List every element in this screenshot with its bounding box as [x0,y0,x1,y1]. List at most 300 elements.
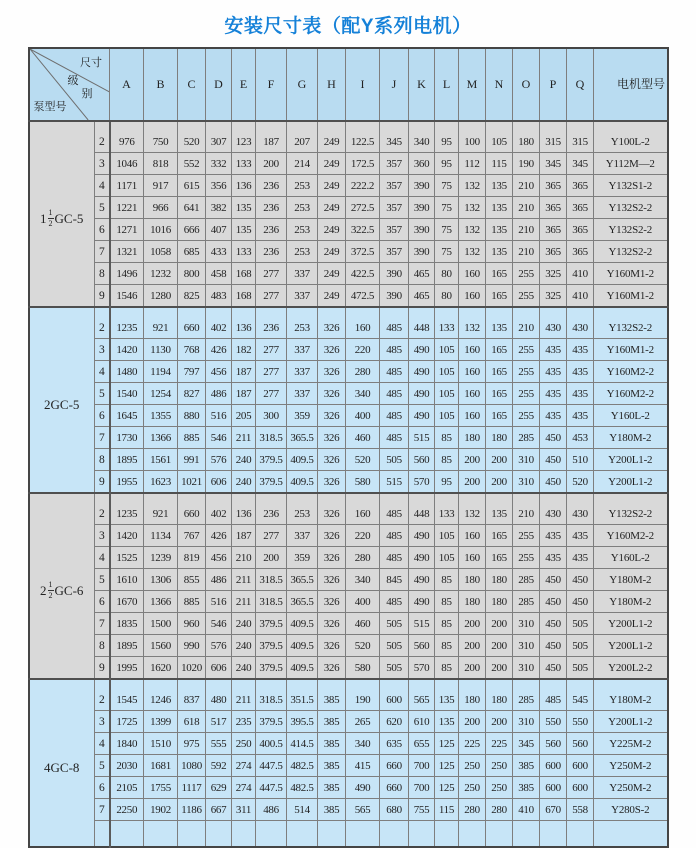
value-cell: 249 [318,175,346,197]
value-cell: 200 [486,657,513,680]
stage-cell: 6 [95,219,110,241]
value-cell: 666 [178,219,206,241]
header-row [29,48,668,121]
value-cell: 160 [346,493,380,525]
value-cell: 160 [459,339,486,361]
value-cell: 450 [540,657,567,680]
value-cell: 322.5 [346,219,380,241]
value-cell: 365 [540,219,567,241]
value-cell: 472.5 [346,285,380,308]
value-cell: 105 [435,383,459,405]
value-cell: 1254 [144,383,178,405]
empty-cell [409,821,435,848]
value-cell: 236 [256,219,287,241]
value-cell: 485 [380,591,409,613]
value-cell: 357 [380,219,409,241]
value-cell: 426 [206,525,232,547]
value-cell: 75 [435,175,459,197]
corner-header [29,48,110,121]
value-cell: 620 [380,711,409,733]
fraction-numerator: 1 [48,580,53,589]
value-cell: 165 [486,285,513,308]
value-cell: 385 [318,799,346,821]
value-cell: 921 [144,307,178,339]
value-cell: 220 [346,339,380,361]
value-cell: 1895 [110,449,144,471]
empty-cell [144,821,178,848]
value-cell: 485 [380,427,409,449]
motor-model-cell: Y200L1-2 [594,471,668,494]
stage-cell: 9 [95,657,110,680]
value-cell: 1366 [144,427,178,449]
value-cell: 1500 [144,613,178,635]
value-cell: 433 [206,241,232,263]
value-cell: 255 [513,361,540,383]
value-cell: 450 [540,449,567,471]
value-cell: 135 [486,493,513,525]
value-cell: 160 [459,547,486,569]
value-cell: 422.5 [346,263,380,285]
value-cell: 490 [409,339,435,361]
motor-model-header-text: 电机型号 [617,77,666,92]
column-header-G: G [287,48,318,121]
value-cell: 326 [318,635,346,657]
value-cell: 357 [380,175,409,197]
pump-model-cell [29,679,95,847]
empty-cell [513,821,540,848]
value-cell: 660 [178,493,206,525]
value-cell: 426 [206,339,232,361]
table-header [29,48,668,121]
motor-model-cell: Y160L-2 [594,405,668,427]
stage-cell: 5 [95,383,110,405]
pump-model-text: 4GC-8 [44,759,80,775]
value-cell: 365 [540,197,567,219]
value-cell: 485 [380,547,409,569]
value-cell: 1306 [144,569,178,591]
value-cell: 505 [567,657,594,680]
value-cell: 1221 [110,197,144,219]
value-cell: 385 [318,679,346,711]
value-cell: 520 [178,121,206,153]
spacer-row [29,821,668,848]
value-cell: 75 [435,219,459,241]
value-cell: 255 [513,405,540,427]
stage-cell: 8 [95,449,110,471]
value-cell: 845 [380,569,409,591]
value-cell: 123 [232,121,256,153]
empty-cell [567,821,594,848]
motor-model-cell: Y100L-2 [594,121,668,153]
value-cell: 990 [178,635,206,657]
value-cell: 122.5 [346,121,380,153]
value-cell: 485 [380,383,409,405]
value-cell: 407 [206,219,232,241]
motor-model-cell: Y132S2-2 [594,493,668,525]
value-cell: 280 [346,361,380,383]
value-cell: 409.5 [287,471,318,494]
value-cell: 255 [513,285,540,308]
value-cell: 210 [513,197,540,219]
value-cell: 253 [287,219,318,241]
value-cell: 460 [346,427,380,449]
value-cell: 514 [287,799,318,821]
value-cell: 210 [513,241,540,263]
value-cell: 85 [435,635,459,657]
value-cell: 565 [409,679,435,711]
pump-model-cell [29,493,95,679]
value-cell: 250 [486,755,513,777]
value-cell: 635 [380,733,409,755]
value-cell: 160 [459,361,486,383]
value-cell: 1271 [110,219,144,241]
value-cell: 1540 [110,383,144,405]
value-cell: 80 [435,285,459,308]
fraction-denominator: 2 [48,591,53,600]
dimension-table [28,47,669,848]
empty-cell [486,821,513,848]
value-cell: 225 [486,733,513,755]
value-cell: 135 [486,219,513,241]
value-cell: 200 [486,711,513,733]
motor-model-cell: Y200L1-2 [594,711,668,733]
value-cell: 326 [318,405,346,427]
value-cell: 351.5 [287,679,318,711]
table-row [29,799,668,821]
value-cell: 105 [435,361,459,383]
value-cell: 318.5 [256,427,287,449]
column-header-O: O [513,48,540,121]
value-cell: 797 [178,361,206,383]
value-cell: 818 [144,153,178,175]
value-cell: 486 [206,383,232,405]
value-cell: 250 [232,733,256,755]
value-cell: 207 [287,121,318,153]
value-cell: 80 [435,263,459,285]
value-cell: 112 [459,153,486,175]
stage-cell: 4 [95,361,110,383]
value-cell: 325 [540,263,567,285]
value-cell: 165 [486,339,513,361]
value-cell: 372.5 [346,241,380,263]
value-cell: 85 [435,613,459,635]
value-cell: 200 [256,153,287,175]
value-cell: 1645 [110,405,144,427]
value-cell: 545 [567,679,594,711]
value-cell: 187 [232,383,256,405]
value-cell: 480 [206,679,232,711]
empty-cell [459,821,486,848]
empty-cell [287,821,318,848]
motor-model-cell: Y132S2-2 [594,241,668,263]
value-cell: 337 [287,525,318,547]
value-cell: 415 [346,755,380,777]
value-cell: 450 [540,635,567,657]
value-cell: 280 [346,547,380,569]
value-cell: 447.5 [256,777,287,799]
page-title: 安装尺寸表（配Y系列电机） [224,16,472,37]
value-cell: 180 [486,591,513,613]
value-cell: 249 [318,153,346,175]
value-cell: 379.5 [256,635,287,657]
value-cell: 606 [206,471,232,494]
value-cell: 379.5 [256,657,287,680]
value-cell: 1835 [110,613,144,635]
value-cell: 253 [287,241,318,263]
value-cell: 310 [513,635,540,657]
stage-cell: 7 [95,799,110,821]
value-cell: 85 [435,569,459,591]
value-cell: 200 [486,635,513,657]
value-cell: 210 [513,219,540,241]
motor-model-cell: Y160L-2 [594,547,668,569]
value-cell: 165 [486,361,513,383]
stage-cell: 2 [95,493,110,525]
table-row [29,733,668,755]
table-row [29,547,668,569]
value-cell: 976 [110,121,144,153]
value-cell: 592 [206,755,232,777]
value-cell: 180 [459,679,486,711]
value-cell: 311 [232,799,256,821]
value-cell: 280 [459,799,486,821]
value-cell: 365 [567,175,594,197]
value-cell: 576 [206,635,232,657]
value-cell: 125 [435,755,459,777]
value-cell: 255 [513,339,540,361]
value-cell: 1525 [110,547,144,569]
value-cell: 135 [232,197,256,219]
value-cell: 310 [513,613,540,635]
value-cell: 517 [206,711,232,733]
value-cell: 600 [380,679,409,711]
value-cell: 827 [178,383,206,405]
motor-model-cell: Y160M1-2 [594,263,668,285]
column-header-A: A [110,48,144,121]
value-cell: 450 [540,613,567,635]
value-cell: 385 [318,733,346,755]
value-cell: 180 [459,427,486,449]
motor-model-cell: Y250M-2 [594,777,668,799]
value-cell: 236 [256,175,287,197]
value-cell: 570 [409,471,435,494]
value-cell: 485 [380,339,409,361]
value-cell: 520 [567,471,594,494]
value-cell: 160 [459,383,486,405]
value-cell: 357 [380,197,409,219]
empty-cell [346,821,380,848]
value-cell: 285 [513,591,540,613]
value-cell: 160 [459,405,486,427]
column-header-Q: Q [567,48,594,121]
value-cell: 310 [513,657,540,680]
empty-cell [95,821,110,848]
value-cell: 560 [540,733,567,755]
table-row [29,121,668,153]
value-cell: 1399 [144,711,178,733]
value-cell: 190 [346,679,380,711]
value-cell: 1546 [110,285,144,308]
column-header-F: F [256,48,287,121]
value-cell: 685 [178,241,206,263]
value-cell: 133 [435,493,459,525]
value-cell: 1235 [110,307,144,339]
motor-model-cell: Y160M2-2 [594,361,668,383]
value-cell: 450 [540,427,567,449]
motor-model-cell: Y200L1-2 [594,635,668,657]
value-cell: 390 [409,175,435,197]
value-cell: 629 [206,777,232,799]
value-cell: 168 [232,285,256,308]
value-cell: 115 [486,153,513,175]
value-cell: 409.5 [287,613,318,635]
table-row [29,613,668,635]
value-cell: 277 [256,339,287,361]
column-header-C: C [178,48,206,121]
value-cell: 105 [435,547,459,569]
value-cell: 249 [318,121,346,153]
value-cell: 505 [380,635,409,657]
value-cell: 486 [256,799,287,821]
value-cell: 515 [409,427,435,449]
value-cell: 409.5 [287,635,318,657]
value-cell: 486 [206,569,232,591]
value-cell: 435 [540,361,567,383]
value-cell: 1171 [110,175,144,197]
value-cell: 1186 [178,799,206,821]
column-header-I: I [346,48,380,121]
value-cell: 1561 [144,449,178,471]
value-cell: 855 [178,569,206,591]
value-cell: 490 [409,383,435,405]
value-cell: 200 [459,613,486,635]
value-cell: 435 [567,383,594,405]
value-cell: 560 [409,449,435,471]
value-cell: 1420 [110,339,144,361]
value-cell: 485 [380,361,409,383]
value-cell: 253 [287,493,318,525]
stage-cell: 6 [95,777,110,799]
value-cell: 456 [206,547,232,569]
value-cell: 1232 [144,263,178,285]
stage-cell: 3 [95,525,110,547]
value-cell: 337 [287,383,318,405]
motor-model-cell: Y112M—2 [594,153,668,175]
value-cell: 450 [540,471,567,494]
stage-cell: 6 [95,591,110,613]
value-cell: 255 [513,383,540,405]
value-cell: 385 [513,777,540,799]
value-cell: 205 [232,405,256,427]
value-cell: 365 [567,241,594,263]
value-cell: 482.5 [287,777,318,799]
value-cell: 490 [409,591,435,613]
value-cell: 409.5 [287,657,318,680]
value-cell: 345 [380,121,409,153]
value-cell: 105 [435,525,459,547]
empty-cell [318,821,346,848]
stage-cell: 4 [95,547,110,569]
value-cell: 105 [435,339,459,361]
value-cell: 250 [459,755,486,777]
value-cell: 222.2 [346,175,380,197]
value-cell: 460 [346,613,380,635]
value-cell: 277 [256,525,287,547]
value-cell: 165 [486,547,513,569]
value-cell: 1080 [178,755,206,777]
value-cell: 133 [232,153,256,175]
value-cell: 100 [459,121,486,153]
value-cell: 165 [486,263,513,285]
value-cell: 200 [256,547,287,569]
value-cell: 340 [346,569,380,591]
value-cell: 1510 [144,733,178,755]
value-cell: 435 [540,405,567,427]
value-cell: 187 [232,361,256,383]
value-cell: 200 [486,471,513,494]
pump-model-text: 2 [40,582,47,598]
value-cell: 136 [232,493,256,525]
value-cell: 465 [409,263,435,285]
empty-cell [232,821,256,848]
value-cell: 450 [567,591,594,613]
value-cell: 285 [513,679,540,711]
value-cell: 200 [486,613,513,635]
motor-model-cell: Y160M1-2 [594,339,668,361]
value-cell: 135 [435,679,459,711]
value-cell: 132 [459,241,486,263]
value-cell: 505 [567,613,594,635]
value-cell: 660 [178,307,206,339]
stage-cell: 3 [95,153,110,175]
value-cell: 310 [513,711,540,733]
value-cell: 385 [318,777,346,799]
value-cell: 490 [409,569,435,591]
stage-cell: 2 [95,121,110,153]
value-cell: 485 [380,307,409,339]
value-cell: 135 [435,711,459,733]
value-cell: 133 [232,241,256,263]
value-cell: 700 [409,755,435,777]
value-cell: 165 [486,383,513,405]
value-cell: 1117 [178,777,206,799]
table-row [29,361,668,383]
value-cell: 210 [232,547,256,569]
value-cell: 132 [459,219,486,241]
motor-model-cell: Y132S2-2 [594,219,668,241]
value-cell: 430 [567,307,594,339]
motor-model-cell: Y280S-2 [594,799,668,821]
value-cell: 160 [459,285,486,308]
value-cell: 272.5 [346,197,380,219]
value-cell: 565 [346,799,380,821]
value-cell: 318.5 [256,591,287,613]
value-cell: 505 [380,613,409,635]
value-cell: 211 [232,427,256,449]
value-cell: 430 [540,307,567,339]
value-cell: 1058 [144,241,178,263]
value-cell: 326 [318,383,346,405]
column-header-H: H [318,48,346,121]
motor-model-cell: Y180M-2 [594,569,668,591]
value-cell: 390 [409,219,435,241]
value-cell: 520 [346,635,380,657]
value-cell: 160 [459,263,486,285]
value-cell: 448 [409,307,435,339]
pump-model-cell [29,307,95,493]
value-cell: 1420 [110,525,144,547]
value-cell: 180 [513,121,540,153]
